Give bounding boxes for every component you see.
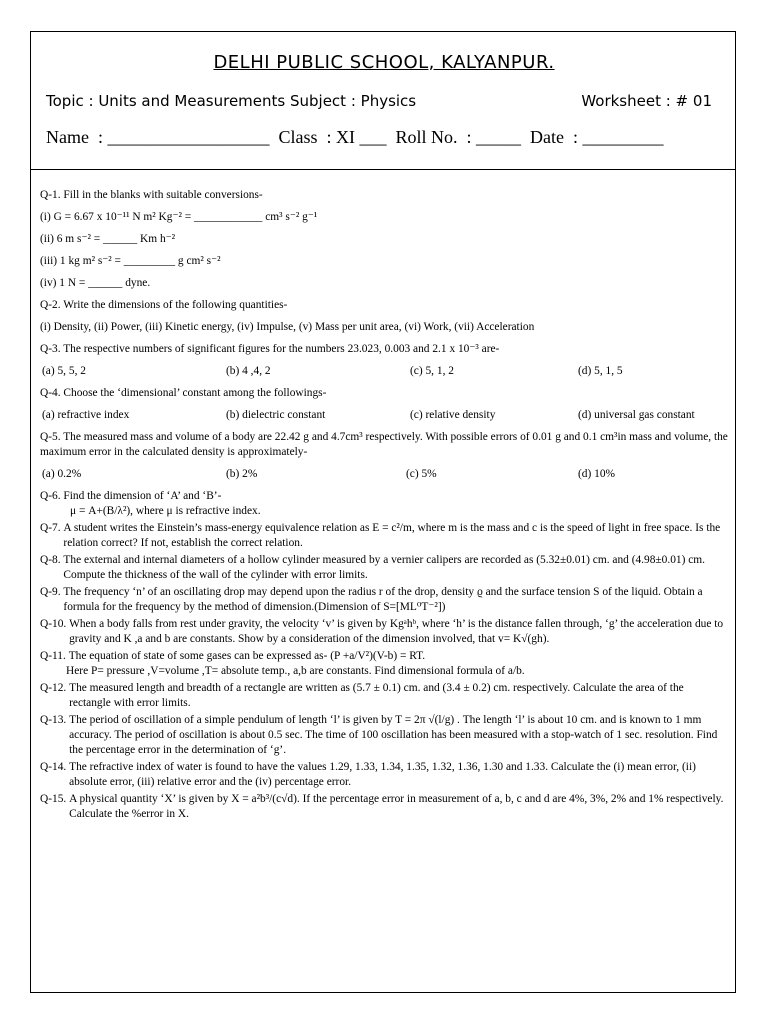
q10 [40, 617, 728, 647]
q2-stem: Q-2. Write the dimensions of the following quantities- [40, 299, 288, 311]
q11-number: Q-11. [40, 650, 69, 662]
q1-part-i: (i) G = 6.67 x 10⁻¹¹ N m² Kg⁻² = ____________ cm³ s⁻² g⁻¹ [40, 211, 318, 223]
q4-option-d: (d) universal gas constant [578, 409, 695, 421]
q9 [40, 585, 728, 615]
q8-text: The external and internal diameters of a hollow cylinder measured by a vernier calipers are recorded as (5.32±0.01) cm. and (4.98±0.01) cm. Compute the thickness of the wall of the cylinder with error limits. [63, 554, 706, 581]
q11-text: The equation of state of some gases can be expressed as- (P +a/V²)(V-b) = RT. [68, 650, 426, 662]
q6-stem: Q-6. Find the dimension of ‘A’ and ‘B’- [40, 490, 222, 502]
q5-option-a: (a) 0.2% [42, 468, 82, 480]
q3-option-d: (d) 5, 1, 5 [578, 365, 623, 377]
q14-text: The refractive index of water is found to have the values 1.29, 1.33, 1.34, 1.35, 1.32, 1.36, 1.30 and 1.33. Calculate the (i) mean error, (ii) absolute error, (iii) relative error and the (iv) percentage error. [69, 761, 696, 788]
q3-option-a: (a) 5, 5, 2 [42, 365, 86, 377]
q1-stem: Q-1. Fill in the blanks with suitable conversions- [40, 189, 263, 201]
q5-stem: Q-5. The measured mass and volume of a body are 22.42 g and 4.7cm³ respectively. With possible errors of 0.01 g and 0.1 cm³in mass and volume, the maximum error in the calculated density is approximately- [40, 431, 728, 458]
q5-option-d: (d) 10% [578, 468, 616, 480]
q3-option-b: (b) 4 ,4, 2 [226, 365, 271, 377]
worksheet-number: Worksheet : # 01 [581, 92, 712, 110]
q14 [40, 760, 728, 790]
q15-text: A physical quantity ‘X’ is given by X = a²b³/(c√d). If the percentage error in measurement of a, b, c and d are 4%, 3%, 2% and 1% respectively. Calculate the %error in X. [69, 793, 724, 820]
q7 [40, 521, 728, 551]
q5-options [40, 467, 728, 482]
q10-text: When a body falls from rest under gravity, the velocity ‘v’ is given by Kgᵃhᵇ, where ‘h’ is the distance fallen through, ‘g’ the acceleration due to gravity and K ,a and b are constants. Show by a consideration of the dimension involved, that v= K√(gh). [69, 618, 724, 645]
q5-option-b: (b) 2% [226, 468, 258, 480]
q5-option-c: (c) 5% [406, 468, 437, 480]
q9-number: Q-9. [40, 586, 64, 598]
q6-equation: μ = A+(B/λ²), where μ is refractive index. [70, 505, 261, 517]
q8 [40, 553, 728, 583]
q9-text: The frequency ‘n’ of an oscillating drop may depend upon the radius r of the drop, density ϱ and the surface tension S of the liquid. Obtain a formula for the frequency by the method of dimension.(Dimension of S=[ML⁰T⁻²]) [63, 586, 703, 613]
q1-part-iii: (iii) 1 kg m² s⁻² = _________ g cm² s⁻² [40, 255, 221, 267]
topic-subject: Topic : Units and Measurements Subject : Physics [46, 92, 417, 110]
school-name: DELHI PUBLIC SCHOOL, KALYANPUR. [213, 52, 555, 73]
q12 [40, 681, 728, 711]
q4-option-b: (b) dielectric constant [226, 409, 326, 421]
q11-line-2: Here P= pressure ,V=volume ,T= absolute temp., a,b are constants. Find dimensional formula of a/b. [66, 665, 525, 677]
q2-items: (i) Density, (ii) Power, (iii) Kinetic energy, (iv) Impulse, (v) Mass per unit area, (vi) Work, (vii) Acceleration [40, 321, 535, 333]
q13 [40, 713, 728, 758]
student-fields: Name : __________________ Class : XI ___ Roll No. : _____ Date : _________ [46, 127, 664, 147]
topic-row [46, 92, 722, 110]
q11 [40, 649, 728, 664]
q3-stem: Q-3. The respective numbers of significant figures for the numbers 23.023, 0.003 and 2.1 x 10⁻³ are- [40, 343, 500, 355]
q12-text: The measured length and breadth of a rectangle are written as (5.7 ± 0.1) cm. and (3.4 ± 0.2) cm. respectively. Calculate the area of the rectangle with error limits. [69, 682, 684, 709]
questions [40, 188, 728, 822]
q3-options [40, 364, 728, 379]
q15-number: Q-15. [40, 793, 70, 805]
header-divider [30, 169, 736, 170]
q13-number: Q-13. [40, 714, 70, 726]
q4-stem: Q-4. Choose the ‘dimensional’ constant among the followings- [40, 387, 327, 399]
q1-part-iv: (iv) 1 N = ______ dyne. [40, 277, 151, 289]
q12-number: Q-12. [40, 682, 70, 694]
q10-number: Q-10. [40, 618, 70, 630]
q7-text: A student writes the Einstein’s mass-energy equivalence relation as E = c²/m, where m is the mass and c is the speed of light in free space. Is the relation correct? If not, establish the correct relation. [63, 522, 721, 549]
q4-options [40, 408, 728, 423]
q13-text: The period of oscillation of a simple pendulum of length ‘l’ is given by T = 2π √(l/g) . The length ‘l’ is about 10 cm. and is known to 1 mm accuracy. The period of oscillation is about 0.5 sec. The time of 100 oscillation has been measured with a stop-watch of 1 sec. resolution. Find the percentage error in the determination of ‘g’. [69, 714, 718, 756]
q14-number: Q-14. [40, 761, 70, 773]
q4-option-c: (c) relative density [410, 409, 496, 421]
q1-part-ii: (ii) 6 m s⁻² = ______ Km h⁻² [40, 233, 176, 245]
q3-option-c: (c) 5, 1, 2 [410, 365, 454, 377]
q7-number: Q-7. [40, 522, 64, 534]
q8-number: Q-8. [40, 554, 64, 566]
q4-option-a: (a) refractive index [42, 409, 130, 421]
q15 [40, 792, 728, 822]
